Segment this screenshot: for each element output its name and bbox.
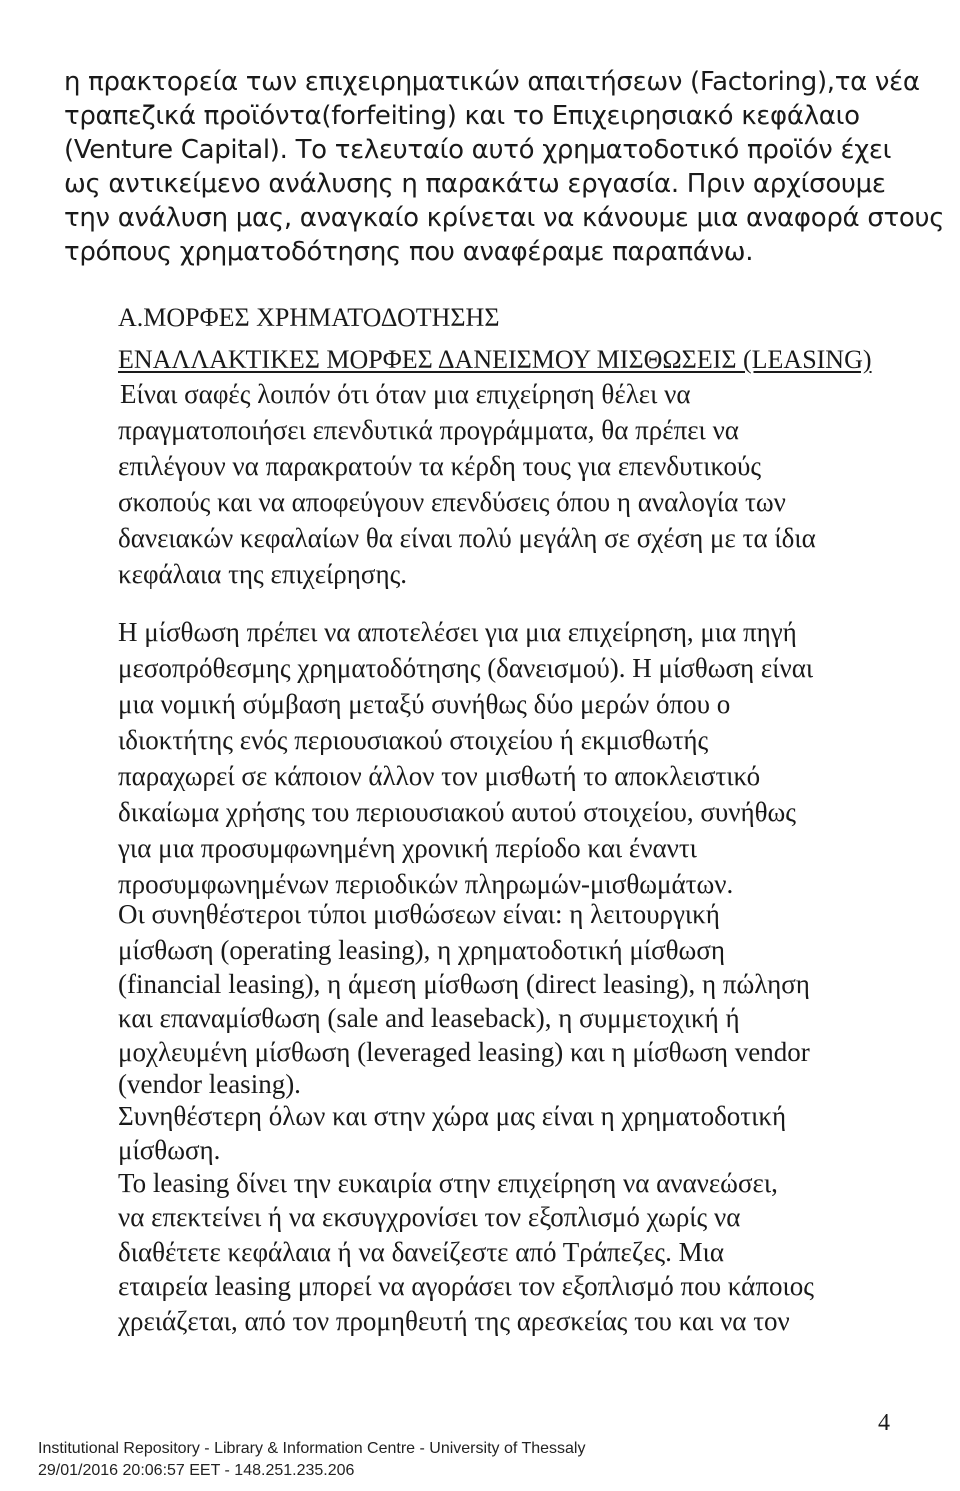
intro-line: ως αντικείμενο ανάλυσης η παρακάτω εργασία. Πριν αρχίσουμε [64, 169, 886, 199]
paragraph-line: σκοπούς και να αποφεύγουν επενδύσεις όπου η αναλογία των [118, 487, 786, 517]
intro-line: τραπεζικά προϊόντα(forfeiting) και το Επιχειρησιακό κεφάλαιο [64, 101, 860, 131]
page-number: 4 [878, 1410, 890, 1436]
paragraph-line: Η μίσθωση πρέπει να αποτελέσει για μια επιχείρηση, μια πηγή [118, 617, 797, 647]
paragraph-line: μια νομική σύμβαση μεταξύ συνήθως δύο μερών όπου ο [118, 689, 731, 719]
paragraph-line: (vendor leasing). [118, 1069, 301, 1099]
paragraph-line: να επεκτείνει ή να εκσυγχρονίσει τον εξοπλισμό χωρίς να [118, 1202, 741, 1232]
paragraph-line: κεφάλαια της επιχείρησης. [118, 559, 408, 589]
paragraph-line: παραχωρεί σε κάποιον άλλον τον μισθωτή το αποκλειστικό [118, 761, 761, 791]
repository-footer: Institutional Repository - Library & Information Centre - University of Thessaly [38, 1440, 586, 1457]
paragraph-line: μεσοπρόθεσμης χρηματοδότησης (δανεισμού). Η μίσθωση είναι [118, 653, 814, 683]
intro-line: η πρακτορεία των επιχειρηματικών απαιτήσεων (Factoring),τα νέα [64, 67, 920, 97]
paragraph-line: για μια προσυμφωνημένη χρονική περίοδο και έναντι [118, 833, 697, 863]
paragraph-line: χρειάζεται, από τον προμηθευτή της αρεσκείας του και να τον [118, 1306, 790, 1336]
intro-line: τρόπους χρηματοδότησης που αναφέραμε παραπάνω. [64, 237, 754, 267]
paragraph-line: μίσθωση (operating leasing), η χρηματοδοτική μίσθωση [118, 935, 725, 965]
paragraph-line: και επαναμίσθωση (sale and leaseback), η συμμετοχική ή [118, 1003, 740, 1033]
paragraph-line: Το leasing δίνει την ευκαιρία στην επιχείρηση να ανανεώσει, [118, 1168, 778, 1198]
paragraph-line: δανειακών κεφαλαίων θα είναι πολύ μεγάλη σε σχέση με τα ίδια [118, 523, 816, 553]
subheading: ΕΝΑΛΛΑΚΤΙΚΕΣ ΜΟΡΦΕΣ ΔΑΝΕΙΣΜΟΥ ΜΙΣΘΩΣΕΙΣ (LEASING) [118, 345, 872, 374]
section-heading: Α.ΜΟΡΦΕΣ ΧΡΗΜΑΤΟΔΟΤΗΣΗΣ [118, 303, 500, 332]
paragraph-line: μοχλευμένη μίσθωση (leveraged leasing) και η μίσθωση vendor [118, 1037, 810, 1067]
intro-line: την ανάλυση μας, αναγκαίο κρίνεται να κάνουμε μια αναφορά στους [64, 203, 945, 233]
paragraph-line: διαθέτετε κεφάλαια ή να δανείζεστε από Τράπεζες. Μια [118, 1237, 725, 1267]
paragraph-line: πραγματοποιήσει επενδυτικά προγράμματα, θα πρέπει να [118, 415, 739, 445]
paragraph-line: ιδιοκτήτης ενός περιουσιακού στοιχείου ή εκμισθωτής [118, 725, 709, 755]
paragraph-line: μίσθωση. [118, 1135, 221, 1165]
intro-line: (Venture Capital). Το τελευταίο αυτό χρηματοδοτικό προϊόν έχει [64, 135, 892, 165]
paragraph-line: εταιρεία leasing μπορεί να αγοράσει τον εξοπλισμό που κάποιος [118, 1271, 814, 1301]
paragraph-line: Είναι σαφές λοιπόν ότι όταν μια επιχείρηση θέλει να [120, 379, 691, 409]
paragraph-line: επιλέγουν να παρακρατούν τα κέρδη τους για επενδυτικούς [118, 451, 762, 481]
download-timestamp: 29/01/2016 20:06:57 EET - 148.251.235.206 [38, 1462, 355, 1479]
paragraph-line: Οι συνηθέστεροι τύποι μισθώσεων είναι: η λειτουργική [118, 899, 720, 929]
paragraph-line: δικαίωμα χρήσης του περιουσιακού αυτού στοιχείου, συνήθως [118, 797, 796, 827]
paragraph-line: Συνηθέστερη όλων και στην χώρα μας είναι η χρηματοδοτική [118, 1101, 787, 1131]
paragraph-line: (financial leasing), η άμεση μίσθωση (direct leasing), η πώληση [118, 969, 810, 999]
paragraph-line: προσυμφωνημένων περιοδικών πληρωμών-μισθωμάτων. [118, 869, 734, 899]
